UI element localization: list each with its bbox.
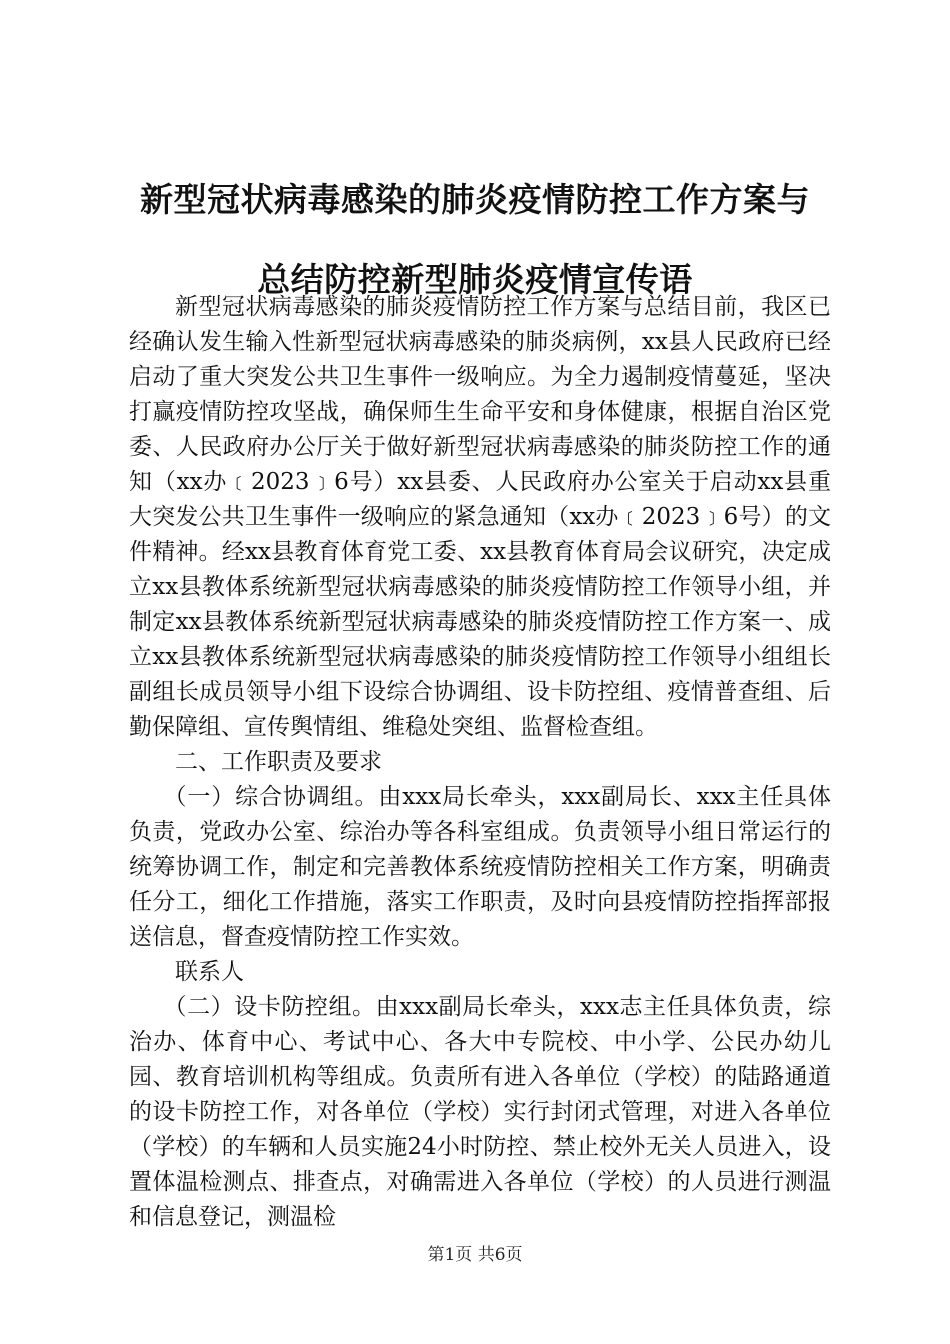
document-body [129,290,831,1235]
paragraph-contact: 联系人 [175,959,244,985]
paragraph-checkpoint-group: （二）设卡防控组。由xxx副局长牵头，xxx志主任具体负责，综治办、体育中心、考试中心、各大中专院校、中小学、公民办幼儿园、教育培训机构等组成。负责所有进入各单位（学校）的陆路通道的设卡防控工作，对各单位（学校）实行封闭式管理，对进入各单位（学校）的车辆和人员实施24小时防控、禁止校外无关人员进入，设置体温检测点、排查点，对确需进入各单位（学校）的人员进行测温和信息登记，测温检 [129,994,831,1230]
paragraph-intro: 新型冠状病毒感染的肺炎疫情防控工作方案与总结目前，我区已经确认发生输入性新型冠状病毒感染的肺炎病例，xx县人民政府已经启动了重大突发公共卫生事件一级响应。为全力遏制疫情蔓延，坚决打赢疫情防控攻坚战，确保师生生命平安和身体健康，根据自治区党委、人民政府办公厅关于做好新型冠状病毒感染的肺炎防控工作的通知（xx办﹝2023﹞6号）xx县委、人民政府办公室关于启动xx县重大突发公共卫生事件一级响应的紧急通知（xx办﹝2023﹞6号）的文件精神。经xx县教育体育党工委、xx县教育体育局会议研究，决定成立xx县教体系统新型冠状病毒感染的肺炎疫情防控工作领导小组，并制定xx县教体系统新型冠状病毒感染的肺炎疫情防控工作方案一、成立xx县教体系统新型冠状病毒感染的肺炎疫情防控工作领导小组组长副组长成员领导小组下设综合协调组、设卡防控组、疫情普查组、后勤保障组、宣传舆情组、维稳处突组、监督检查组。 [129,294,831,740]
title-line-1: 新型冠状病毒感染的肺炎疫情防控工作方案与 [140,180,810,219]
paragraph-coordination-group: （一）综合协调组。由xxx局长牵头，xxx副局长、xxx主任具体负责，党政办公室、综治办等各科室组成。负责领导小组日常运行的统筹协调工作，制定和完善教体系统疫情防控相关工作方案，明确责任分工，细化工作措施，落实工作职责，及时向县疫情防控指挥部报送信息，督查疫情防控工作实效。 [129,784,831,950]
title-line-2: 总结防控新型肺炎疫情宣传语 [257,260,693,299]
section-heading-duties: 二、工作职责及要求 [175,749,382,775]
page-footer: 第1页 共6页 [427,1245,523,1265]
